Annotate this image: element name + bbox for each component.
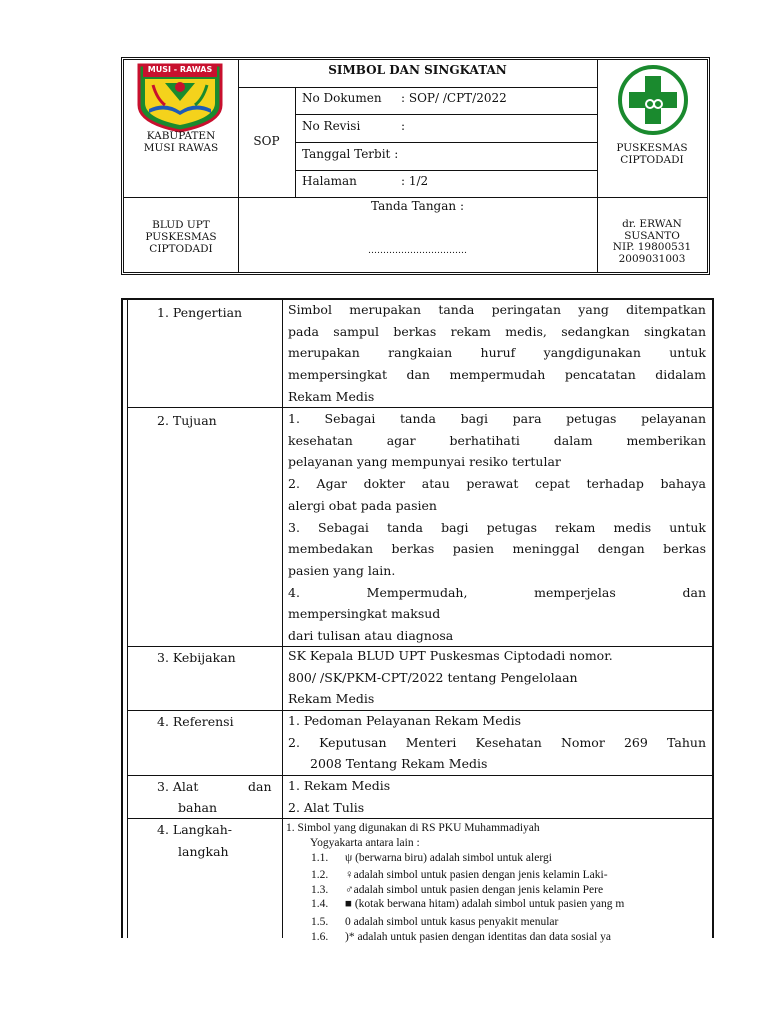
text-line: mempersingkat dan mempermudah pencatatan didalam: [288, 367, 706, 383]
text-line: 4. Mempermudah, memperjelas dan: [288, 584, 706, 600]
field-no-dokumen-value: : SOP/ /CPT/2022: [401, 91, 507, 105]
page-title: SIMBOL DAN SINGKATAN: [328, 63, 507, 77]
signer-block: [597, 219, 707, 265]
blud-line: BLUD UPT: [152, 219, 210, 231]
signer-line: NIP. 19800531: [612, 241, 692, 253]
text-line: merupakan rangkaian huruf yangdigunakan untuk: [288, 345, 706, 361]
item-number: 1.2.: [311, 869, 329, 881]
divider: [295, 142, 597, 143]
section-referensi-text: [288, 710, 706, 775]
text-line: membedakan berkas pasien meninggal dengan berkas: [288, 541, 706, 557]
signer-line: 2009031003: [618, 252, 686, 265]
text-line: pasien yang lain.: [288, 562, 396, 578]
section-label-pengertian: 1. Pengertian: [157, 305, 243, 320]
logo-banner-text: MUSI - RAWAS: [147, 65, 213, 74]
signer-line: dr. ERWAN: [622, 218, 682, 230]
puskesmas-logo: [617, 64, 689, 136]
field-tanggal-label: Tanggal Terbit :: [302, 147, 399, 161]
left-org-line: KABUPATEN: [146, 130, 216, 142]
text-line: pelayanan yang mempunyai resiko tertular: [288, 454, 561, 470]
section-pengertian-text: [288, 299, 706, 408]
text-line: 2. Agar dokter atau perawat cepat terhadap bahaya: [288, 476, 706, 492]
field-no-revisi-value: :: [401, 119, 406, 133]
item-text: )* adalah untuk pasien dengan identitas dan data sosial ya: [345, 931, 612, 943]
divider: [127, 300, 128, 938]
section-label-referensi: 4. Referensi: [157, 714, 234, 729]
text-line: mempersingkat maksud: [288, 606, 441, 622]
langkah-intro: Yogyakarta antara lain :: [310, 837, 420, 849]
field-no-revisi-label: No Revisi: [302, 119, 361, 133]
text-line: kesehatan agar berhatihati dalam memberikan: [288, 432, 706, 448]
item-text: ♀adalah simbol untuk pasien dengan jenis kelamin Laki-: [345, 869, 608, 881]
blud-line: PUSKESMAS: [145, 231, 217, 243]
divider: [238, 60, 239, 272]
text-line: Simbol merupakan tanda peringatan yang ditempatkan: [288, 302, 706, 317]
right-org-name: [597, 142, 707, 166]
blud-line: CIPTODADI: [149, 243, 213, 255]
left-org-name: [124, 130, 238, 154]
item-text: ψ (berwarna biru) adalah simbol untuk alergi: [345, 852, 552, 864]
section-alat-text: [288, 775, 706, 818]
text-line: alergi obat pada pasien: [288, 497, 437, 513]
item-text: 0 adalah simbol untuk kasus penyakit menular: [345, 916, 559, 928]
text-line: 1. Rekam Medis: [288, 778, 391, 793]
item-text: ♂adalah simbol untuk pasien dengan jenis kelamin Pere: [345, 884, 604, 896]
sop-label: SOP: [253, 134, 280, 148]
right-org-line: PUSKESMAS: [616, 142, 688, 154]
signer-line: SUSANTO: [624, 229, 680, 242]
left-org-line: MUSI RAWAS: [143, 142, 219, 154]
sop-content-table: [121, 298, 714, 943]
text-line: 800/ /SK/PKM-CPT/2022 tentang Pengelolaan: [288, 669, 578, 685]
section-label-tujuan: 2. Tujuan: [157, 413, 217, 428]
divider: [295, 114, 597, 115]
divider: [238, 87, 597, 88]
langkah-intro: 1. Simbol yang digunakan di RS PKU Muhammadiyah: [286, 822, 540, 834]
section-label-bahan: bahan: [178, 800, 218, 815]
section-label-kebijakan: 3. Kebijakan: [157, 650, 236, 665]
item-number: 1.5.: [311, 916, 329, 928]
item-number: 1.6.: [311, 931, 329, 943]
text-line: Rekam Medis: [288, 691, 375, 707]
field-halaman-label: Halaman: [302, 174, 357, 188]
item-text: ■ (kotak berwana hitam) adalah simbol untuk pasien yang m: [345, 898, 625, 910]
field-halaman-value: : 1/2: [401, 174, 429, 188]
signature-line: ……………………………: [368, 246, 467, 256]
field-no-dokumen-label: No Dokumen: [302, 91, 382, 105]
divider: [295, 170, 597, 171]
text-line: 2. Alat Tulis: [288, 799, 365, 815]
text-line: Rekam Medis: [288, 388, 375, 404]
text-line: SK Kepala BLUD UPT Puskesmas Ciptodadi nomor.: [288, 648, 613, 663]
text-line: 1. Sebagai tanda bagi para petugas pelayanan: [288, 411, 706, 426]
blud-org-name: [124, 219, 238, 255]
item-number: 1.1.: [311, 852, 329, 864]
text-line: dari tulisan atau diagnosa: [288, 628, 454, 644]
signature-label: Tanda Tangan :: [371, 199, 464, 213]
text-line: 1. Pedoman Pelayanan Rekam Medis: [288, 713, 522, 728]
text-line: 2008 Tentang Rekam Medis: [310, 756, 488, 772]
item-number: 1.3.: [311, 884, 329, 896]
text-line: pada sampul berkas rekam medis, sedangkan singkatan: [288, 323, 706, 339]
divider: [282, 300, 283, 938]
text-line: 2. Keputusan Menteri Kesehatan Nomor 269 Tahun: [288, 734, 706, 750]
text-line: 3. Sebagai tanda bagi petugas rekam medis untuk: [288, 519, 706, 535]
section-kebijakan-text: [288, 645, 706, 710]
section-label-langkah-b: langkah: [178, 844, 229, 859]
section-tujuan-text: [288, 408, 706, 647]
sop-header-table: [121, 57, 710, 275]
divider: [124, 197, 707, 198]
section-label-alat: 3. Alat: [157, 779, 199, 794]
right-org-line: CIPTODADI: [620, 154, 684, 166]
item-number: 1.4.: [311, 898, 329, 910]
section-label-langkah: 4. Langkah-: [157, 822, 233, 837]
section-label-alat-dan: dan: [248, 779, 272, 794]
